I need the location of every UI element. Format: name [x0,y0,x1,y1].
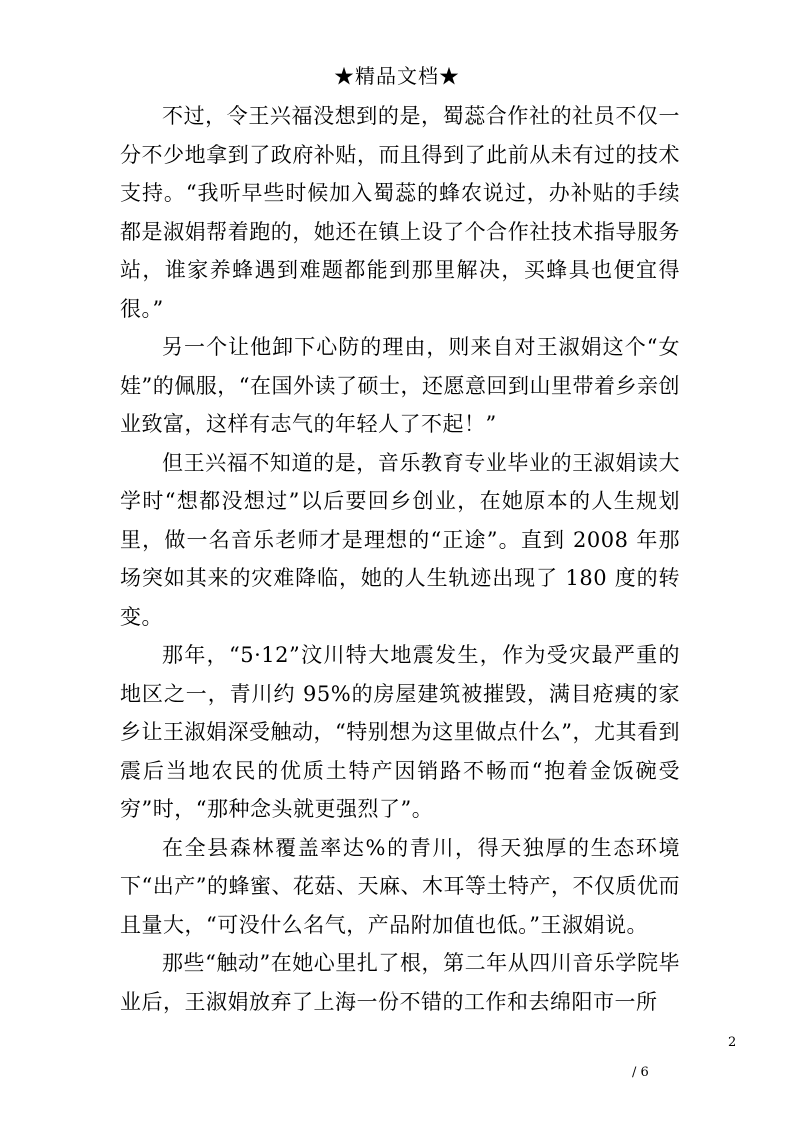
body-paragraph: 那些“触动”在她心里扎了根，第二年从四川音乐学院毕业后，王淑娟放弃了上海一份不错的工作和去绵阳市一所 [120,951,680,1014]
document-body [120,97,680,1021]
body-paragraph: 另一个让他卸下心防的理由，则来自对王淑娟这个“女娃”的佩服，“在国外读了硕士，还愿意回到山里带着乡亲创业致富，这样有志气的年轻人了不起！” [120,335,680,436]
document-header-title: ★精品文档★ [334,64,460,88]
page-number: 2 [728,1035,737,1050]
page-count: / 6 [632,1065,649,1080]
body-paragraph: 不过，令王兴福没想到的是，蜀蕊合作社的社员不仅一分不少地拿到了政府补贴，而且得到了此前从未有过的技术支持。“我听早些时候加入蜀蕊的蜂农说过，办补贴的手续都是淑娟帮着跑的，她还在镇上设了个合作社技术指导服务站，谁家养蜂遇到难题都能到那里解决，买蜂具也便宜得很。” [120,104,680,321]
body-paragraph: 在全县森林覆盖率达%的青川，得天独厚的生态环境下“出产”的蜂蜜、花菇、天麻、木耳等土特产，不仅质优而且量大，“可没什么名气，产品附加值也低。”王淑娟说。 [120,835,680,937]
body-paragraph: 但王兴福不知道的是，音乐教育专业毕业的王淑娟读大学时“想都没想过”以后要回乡创业，在她原本的人生规划里，做一名音乐老师才是理想的“正途”。直到 2008 年那场突如其来的灾难降临，她的人生轨迹出现了 180 度的转变。 [120,450,680,629]
body-paragraph: 那年，“5·12”汶川特大地震发生，作为受灾最严重的地区之一，青川约 95%的房屋建筑被摧毁，满目疮痍的家乡让王淑娟深受触动，“特别想为这里做点什么”，尤其看到震后当地农民的优质土特产因销路不畅而“抱着金饭碗受穷”时，“那种念头就更强烈了”。 [120,643,680,821]
